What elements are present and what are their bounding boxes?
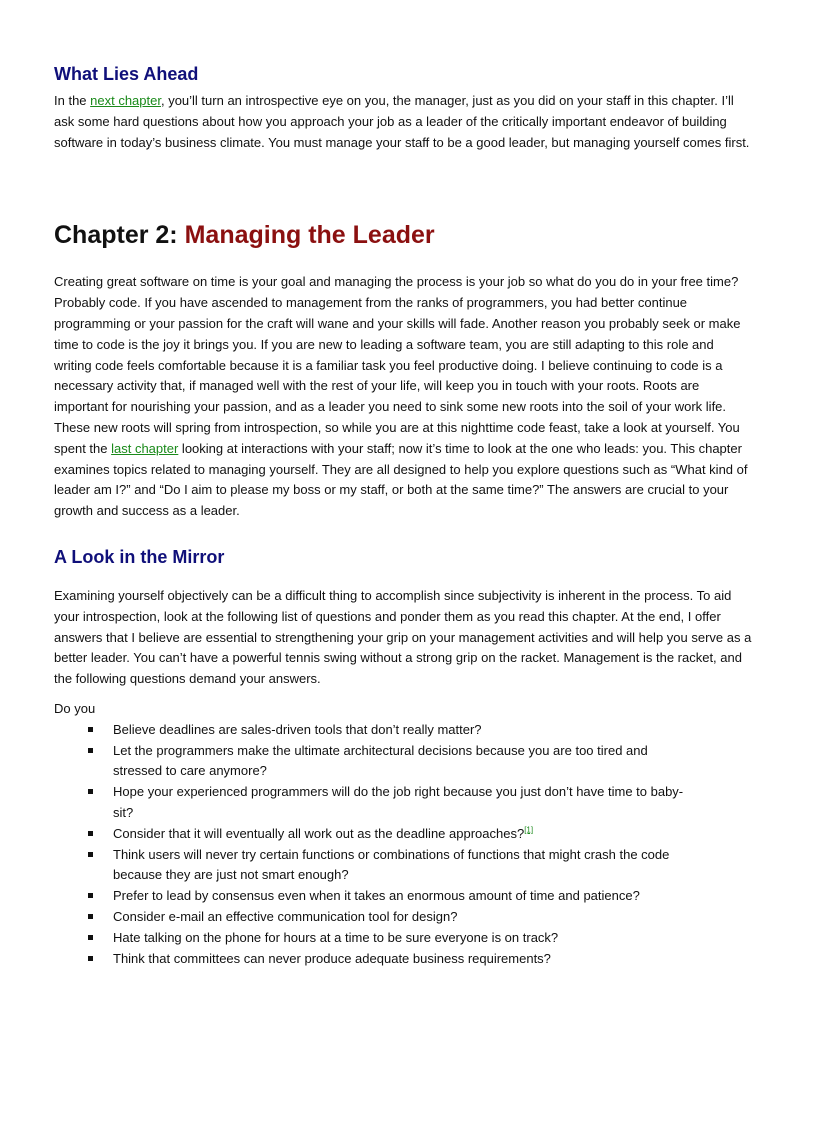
bullet-icon <box>88 956 93 961</box>
bullet-icon <box>88 831 93 836</box>
list-item <box>54 928 693 949</box>
paragraph-text: In the <box>54 93 91 108</box>
list-item-text: Hate talking on the phone for hours at a time to be sure everyone is on track? <box>113 929 559 945</box>
list-item-text: Hope your experienced programmers will do the job right because you just don’t have time to baby-sit? <box>113 784 684 820</box>
chapter-prefix: Chapter 2: <box>54 221 185 250</box>
mirror-paragraph: Examining yourself objectively can be a difficult thing to accomplish since subjectivity is inherent in the process. To aid your introspection, look at the following list of questions and ponder them as you read this chapter. At the end, I offer answers that I believe are essential to strengthening your grip on your management activities and will help you serve as a better leader. You can’t have a powerful tennis swing without a strong grip on the racket. Management is the racket, and the following questions demand your answers. <box>54 587 752 687</box>
list-item-text: Consider that it will eventually all work out as the deadline approaches? <box>113 825 525 841</box>
bullet-icon <box>88 852 93 857</box>
intro-paragraph-2 <box>54 418 754 522</box>
paragraph-text: These new roots will spring from introspection, so while you are at this nighttime code feast, take a look at yourself. You spent the <box>54 419 740 456</box>
footnote-link[interactable]: [1] <box>524 825 534 835</box>
footnote-ref <box>524 825 533 834</box>
bullet-icon <box>88 893 93 898</box>
what-lies-ahead-paragraph <box>54 91 754 153</box>
chapter-title-accent: Managing the Leader <box>184 221 435 250</box>
bullet-icon <box>88 789 93 794</box>
last-chapter-link[interactable]: last chapter <box>111 440 179 456</box>
paragraph-text: , you’ll turn an introspective eye on you, the manager, just as you did on your staff in this chapter. I’ll ask some hard questions about how you approach your job as a leader of the critically important endeavor of building software in today’s business climate. You must manage your staff to be a good leader, but managing yourself comes first. <box>54 93 750 150</box>
paragraph-text: looking at interactions with your staff; now it’s time to look at the one who leads: you. This chapter examines topics related to managing yourself. They are all designed to help you explore questions such as “What kind of leader am I?” and “Do I aim to please my boss or my staff, or both at the same time?” The answers are crucial to your growth and success as a leader. <box>54 440 748 519</box>
list-item <box>54 782 693 824</box>
bullet-icon <box>88 748 93 753</box>
section-heading-look-in-mirror: A Look in the Mirror <box>54 546 225 567</box>
next-chapter-link[interactable]: next chapter <box>90 93 161 108</box>
list-item-text: Believe deadlines are sales-driven tools that don’t really matter? <box>113 721 482 737</box>
list-item <box>54 720 693 741</box>
list-item-text: Think that committees can never produce adequate business requirements? <box>113 950 551 966</box>
list-item <box>54 845 693 887</box>
list-item-text: Think users will never try certain functions or combinations of functions that might crash the code because they are just not smart enough? <box>113 846 670 883</box>
bullet-icon <box>88 935 93 940</box>
list-item-text: Consider e-mail an effective communication tool for design? <box>113 908 458 924</box>
list-item <box>54 824 693 845</box>
list-item <box>54 741 693 783</box>
chapter-title <box>54 221 754 250</box>
intro-paragraph-1: Creating great software on time is your goal and managing the process is your job so what do you do in your free time? Probably code. If you have ascended to management from the ranks of programmers, you had better continue programming or your passion for the craft will wane and your skills will fade. Another reason you probably seek or make time to code is the joy it brings you. If you are new to leading a software team, you are still adapting to this role and writing code feels comfortable because it is a familiar task you feel productive doing. I believe continuing to code is a necessary activity that, if managed well with the rest of your life, will keep you in touch with your roots. Roots are important for nourishing your passion, and as a leader you need to sink some new roots into the soil of your work life. <box>54 274 741 415</box>
bullet-icon <box>88 727 93 732</box>
list-item <box>54 907 693 928</box>
bullet-icon <box>88 914 93 919</box>
document-page <box>54 0 754 969</box>
list-item-text: Let the programmers make the ultimate architectural decisions because you are too tired and stressed to care anymore? <box>113 742 648 779</box>
list-item <box>54 949 693 970</box>
do-you-label: Do you <box>54 700 96 716</box>
list-item-text: Prefer to lead by consensus even when it takes an enormous amount of time and patience? <box>113 888 640 904</box>
questions-list <box>54 720 754 970</box>
list-item <box>54 886 693 907</box>
section-heading-what-lies-ahead: What Lies Ahead <box>54 64 199 84</box>
